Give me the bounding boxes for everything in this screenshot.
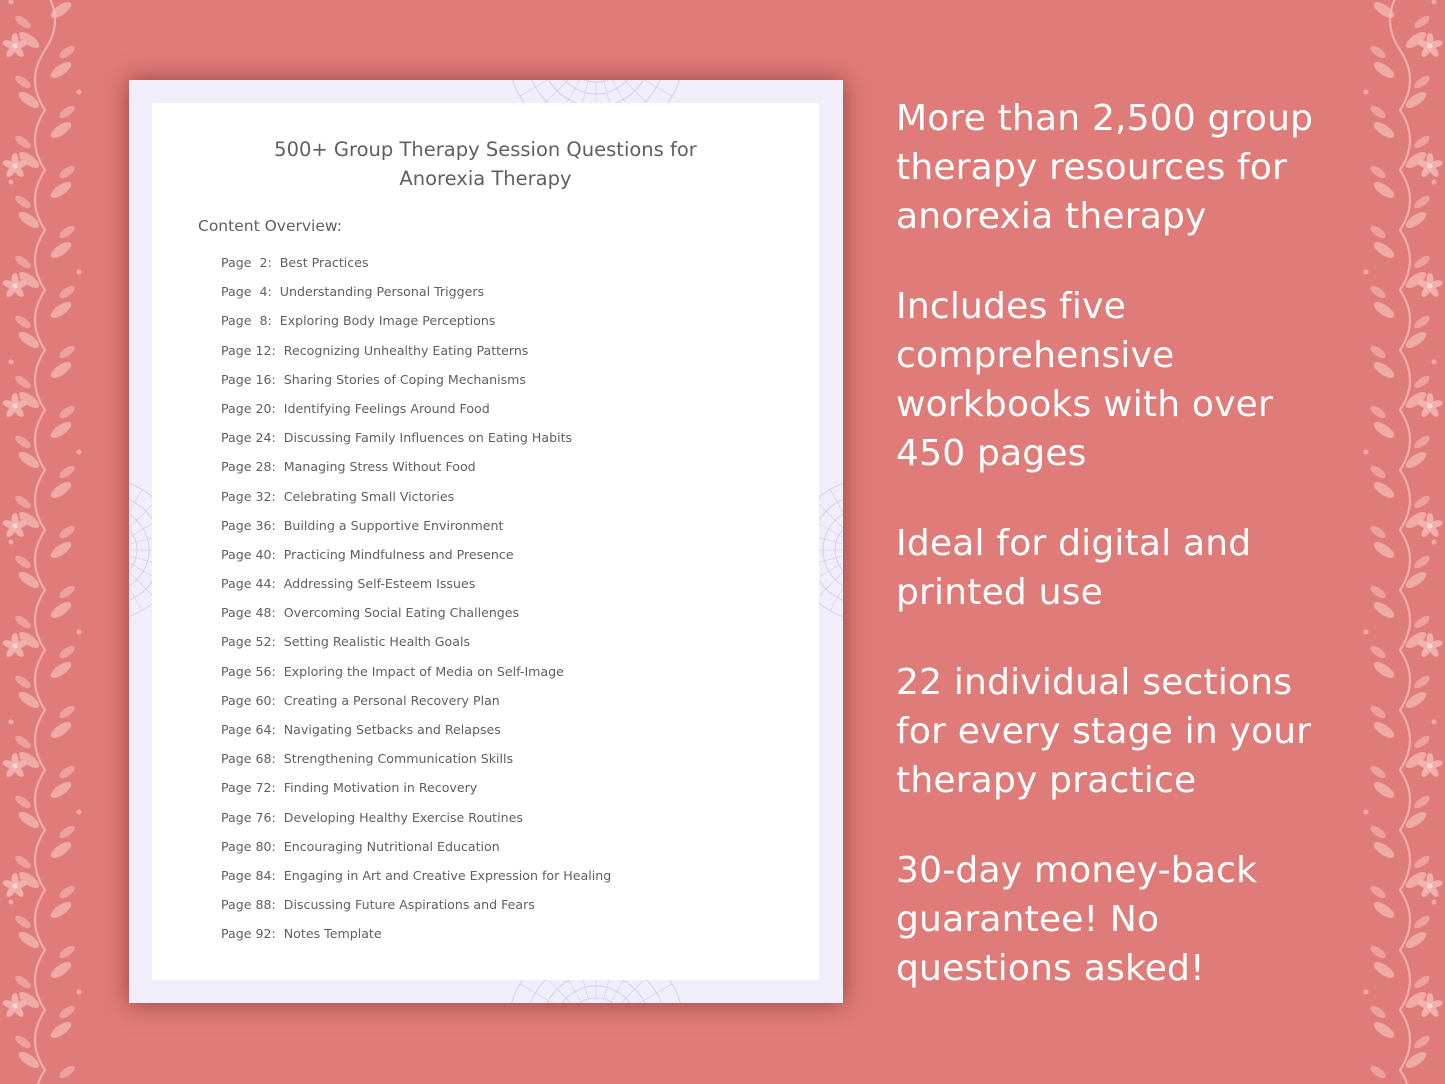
- toc-entry: Page 16: Sharing Stories of Coping Mechanisms: [221, 371, 526, 387]
- selling-point-line: Ideal for digital and: [896, 523, 1252, 564]
- toc-entry: Page 8: Exploring Body Image Perceptions: [221, 313, 496, 329]
- toc-entry: Page 84: Engaging in Art and Creative Expression for Healing: [221, 867, 612, 883]
- toc-entry: Page 80: Encouraging Nutritional Education: [221, 838, 500, 854]
- toc-entry: Page 56: Exploring the Impact of Media on Self-Image: [221, 663, 564, 679]
- selling-point: [896, 282, 1346, 478]
- document-title-line-2: Anorexia Therapy: [399, 167, 572, 190]
- toc-entry: Page 52: Setting Realistic Health Goals: [221, 634, 471, 650]
- selling-point-line: 22 individual sections: [896, 662, 1293, 703]
- selling-point-line: printed use: [896, 572, 1103, 613]
- content-overview-heading: Content Overview:: [198, 217, 342, 235]
- toc-entry: Page 44: Addressing Self-Esteem Issues: [221, 576, 476, 592]
- toc-entry: Page 64: Navigating Setbacks and Relapses: [221, 722, 501, 737]
- selling-point-line: Includes five: [896, 286, 1126, 327]
- document-content-area: [152, 103, 819, 980]
- selling-point-line: anorexia therapy: [896, 196, 1207, 237]
- document-title-line-1: 500+ Group Therapy Session Questions for: [274, 138, 697, 161]
- toc-entry: Page 48: Overcoming Social Eating Challenges: [221, 605, 520, 621]
- selling-point: [896, 658, 1346, 805]
- toc-entry: Page 28: Managing Stress Without Food: [221, 459, 476, 475]
- selling-point-line: 450 pages: [896, 433, 1087, 474]
- selling-point: [896, 94, 1346, 241]
- toc-entry: Page 40: Practicing Mindfulness and Presence: [221, 546, 514, 562]
- selling-point-line: workbooks with over: [896, 384, 1273, 425]
- selling-point-line: comprehensive: [896, 335, 1175, 376]
- selling-point-line: therapy practice: [896, 760, 1197, 801]
- selling-point-line: More than 2,500 group: [896, 98, 1314, 139]
- toc-entry: Page 76: Developing Healthy Exercise Routines: [221, 809, 523, 825]
- toc-entry: Page 36: Building a Supportive Environment: [221, 517, 504, 533]
- mandala-ornament-top: [496, 80, 696, 104]
- mandala-ornament-right: [819, 470, 843, 630]
- selling-point-line: for every stage in your: [896, 711, 1312, 752]
- selling-point-line: 30-day money-back: [896, 850, 1258, 891]
- mandala-ornament-bottom: [496, 978, 696, 1003]
- toc-entry: Page 20: Identifying Feelings Around Food: [221, 400, 490, 416]
- toc-entry: Page 68: Strengthening Communication Skills: [221, 751, 514, 767]
- toc-entry: Page 12: Recognizing Unhealthy Eating Patterns: [221, 342, 529, 358]
- selling-point-line: guarantee! No: [896, 899, 1160, 940]
- selling-point: [896, 519, 1346, 617]
- toc-entry: Page 2: Best Practices: [221, 255, 369, 270]
- toc-entry: Page 88: Discussing Future Aspirations and Fears: [221, 897, 535, 913]
- floral-vine-right-decoration: [1350, 0, 1445, 1084]
- toc-entry: Page 60: Creating a Personal Recovery Plan: [221, 692, 500, 708]
- toc-entry: Page 92: Notes Template: [221, 926, 382, 942]
- selling-point: [896, 846, 1346, 993]
- selling-point-line: questions asked!: [896, 948, 1205, 989]
- selling-points-list: [896, 94, 1346, 1034]
- toc-entry: Page 32: Celebrating Small Victories: [221, 488, 455, 504]
- table-of-contents: [221, 255, 611, 956]
- toc-entry: Page 24: Discussing Family Influences on Eating Habits: [221, 430, 573, 446]
- document-preview-page: [129, 80, 843, 1003]
- selling-point-line: therapy resources for: [896, 147, 1288, 188]
- floral-vine-left-decoration: [0, 0, 95, 1084]
- mandala-ornament-left: [129, 470, 153, 630]
- toc-entry: Page 4: Understanding Personal Triggers: [221, 284, 485, 300]
- toc-entry: Page 72: Finding Motivation in Recovery: [221, 780, 478, 796]
- document-title: [152, 135, 819, 193]
